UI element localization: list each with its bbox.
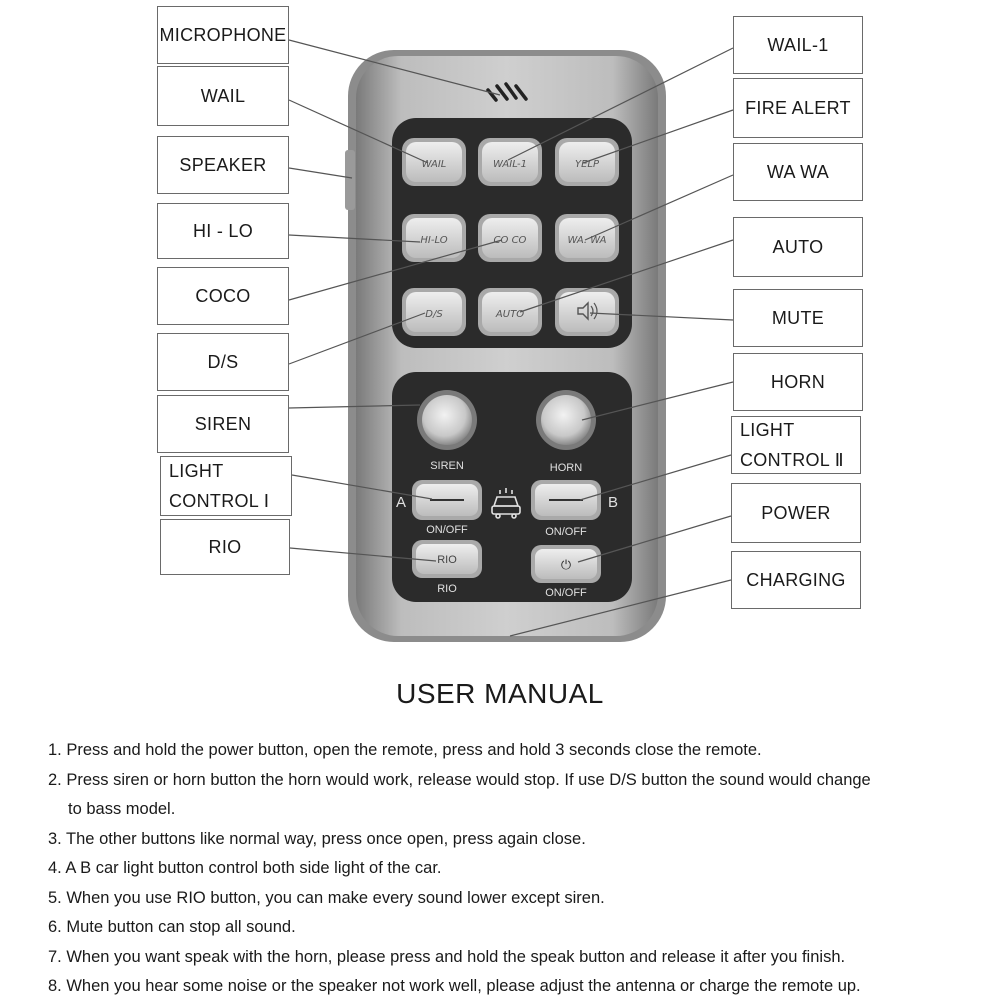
label-light-control-2-line2: CONTROL Ⅱ [740, 450, 844, 470]
wail-key-text: WAIL [421, 159, 447, 170]
instruction-step: 7. When you want speak with the horn, please press and hold the speak button and release it after you finish. [48, 947, 846, 966]
horn-caption: HORN [549, 462, 583, 474]
side-switch[interactable] [345, 150, 355, 210]
onoff-b-caption: ON/OFF [545, 526, 587, 538]
label-light-control-2-line1: LIGHT [740, 420, 795, 440]
mute-key[interactable] [555, 288, 619, 336]
instruction-step-continuation: to bass model. [68, 800, 176, 818]
instruction-step: 2. Press siren or horn button the horn would work, release would stop. If use D/S button the sound would change [48, 770, 871, 789]
instruction-step: 6. Mute button can stop all sound. [48, 918, 296, 936]
instructions-list [48, 736, 988, 1002]
label-light-control-1-line2: CONTROL Ⅰ [169, 491, 270, 511]
light-control-a-key[interactable] [412, 480, 482, 520]
label-siren: SIREN [157, 395, 289, 453]
label-power: POWER [731, 483, 861, 543]
label-rio: RIO [160, 519, 290, 575]
label-fire-alert: FIRE ALERT [733, 78, 863, 138]
instruction-step: 1. Press and hold the power button, open the remote, press and hold 3 seconds close the remote. [48, 741, 762, 759]
label-wail: WAIL [157, 66, 289, 126]
power-icon: ⏻ [560, 557, 572, 572]
label-light-control-1-line1: LIGHT [169, 461, 224, 481]
manual-title: USER MANUAL [396, 678, 604, 709]
siren-caption: SIREN [430, 460, 464, 472]
onoff-a-caption: ON/OFF [426, 524, 468, 536]
label-speaker: SPEAKER [157, 136, 289, 194]
label-charging: CHARGING [731, 551, 861, 609]
side-b-letter: B [607, 494, 619, 511]
label-hi-lo: HI - LO [157, 203, 289, 259]
horn-key[interactable] [536, 390, 596, 450]
yelp-key-text: YELP [574, 159, 600, 170]
wa-wa-key-text: WA. WA [567, 235, 607, 246]
hi-lo-key-text: HI-LO [420, 235, 448, 246]
rio-caption: RIO [437, 583, 457, 595]
rio-key-text: RIO [437, 554, 457, 566]
power-caption: ON/OFF [545, 587, 587, 599]
label-mute: MUTE [733, 289, 863, 347]
wail-1-key-text: WAIL-1 [493, 159, 527, 170]
instruction-step: 5. When you use RIO button, you can make every sound lower except siren. [48, 888, 605, 907]
label-coco: COCO [157, 267, 289, 325]
label-auto: AUTO [733, 217, 863, 277]
instruction-step: 3. The other buttons like normal way, press once open, press again close. [48, 829, 586, 848]
instruction-step: 8. When you hear some noise or the speaker not work well, please adjust the antenna or charge the remote up. [48, 977, 861, 995]
siren-key[interactable] [417, 390, 477, 450]
auto-key-text: AUTO [495, 309, 525, 320]
label-ds: D/S [157, 333, 289, 391]
ds-key-text: D/S [425, 309, 443, 320]
label-wa-wa: WA WA [733, 143, 863, 201]
instruction-step: 4. A B car light button control both side light of the car. [48, 859, 442, 877]
light-control-b-key[interactable] [531, 480, 601, 520]
label-horn: HORN [733, 353, 863, 411]
side-a-letter: A [395, 494, 407, 511]
coco-key-text: CO CO [493, 235, 527, 246]
label-microphone: MICROPHONE [157, 6, 289, 64]
label-wail-1: WAIL-1 [733, 16, 863, 74]
